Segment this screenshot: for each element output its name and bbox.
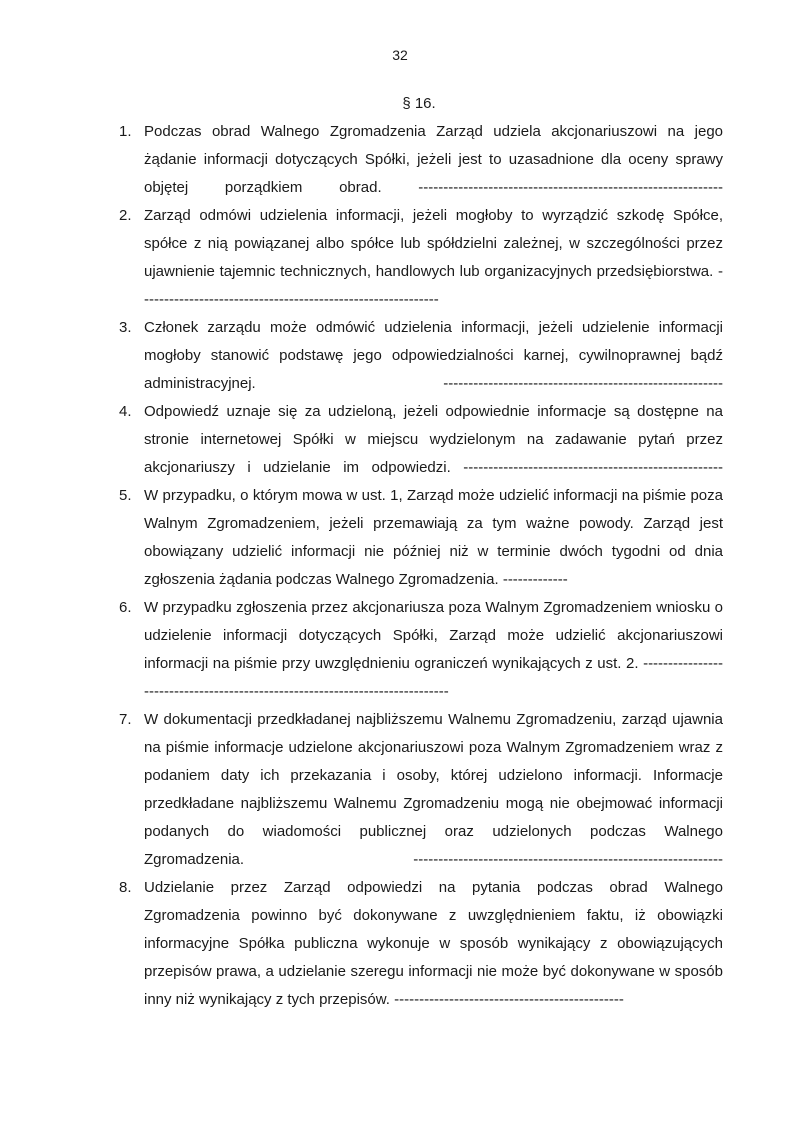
list-item-4: [115, 398, 723, 482]
item-number: 3.: [119, 319, 132, 336]
item-number: 1.: [119, 123, 132, 140]
item-number: 4.: [119, 403, 132, 420]
list-item-2: [115, 202, 723, 314]
page-number: 32: [392, 47, 408, 63]
list-item-1: [115, 118, 723, 202]
item-number: 8.: [119, 879, 132, 896]
item-number: 5.: [119, 487, 132, 504]
item-text: W dokumentacji przedkładanej najbliższemu Walnemu Zgromadzeniu, zarząd ujawnia na piśmie informacje udzielone akcjonariuszowi poza Walnym Zgromadzeniem wraz z podaniem daty ich przekazania i osoby, której udzielono informacji. Informacje przedkładane najbliższemu Walnemu Zgromadzeniu mogą nie obejmować informacji podanych do wiadomości publicznej oraz udzielonych podczas Walnego Zgromadzenia. --------------------------------------------------------------: [144, 711, 723, 868]
item-text: Zarząd odmówi udzielenia informacji, jeżeli mogłoby to wyrządzić szkodę Spółce, spółce z nią powiązanej albo spółce lub spółdzielni zależnej, w szczególności przez ujawnienie tajemnic technicznych, handlowych lub organizacyjnych przedsiębiorstwa. ------------------------------------------------------------: [144, 207, 723, 308]
item-number: 6.: [119, 599, 132, 616]
item-text: Udzielanie przez Zarząd odpowiedzi na pytania podczas obrad Walnego Zgromadzenia powinno być dokonywane z uwzględnieniem faktu, iż obowiązki informacyjne Spółka publiczna wykonuje w sposób wynikający z obowiązujących przepisów prawa, a udzielanie szeregu informacji nie może być dokonywane w sposób inny niż wynikający z tych przepisów. ----------------------------------------------: [144, 879, 723, 1008]
item-text: Odpowiedź uznaje się za udzieloną, jeżeli odpowiednie informacje są dostępne na stronie internetowej Spółki w miejscu wydzielonym na zadawanie pytań przez akcjonariuszy i udzielanie im odpowiedzi. ----------------------------------------------------: [144, 403, 723, 476]
list-item-5: [115, 482, 723, 594]
item-text: Podczas obrad Walnego Zgromadzenia Zarząd udziela akcjonariuszowi na jego żądanie informacji dotyczących Spółki, jeżeli jest to uzasadnione dla oceny sprawy objętej porządkiem obrad. -------------------------------------------------------------: [144, 123, 723, 196]
list-item-7: [115, 706, 723, 874]
item-number: 2.: [119, 207, 132, 224]
item-text: W przypadku, o którym mowa w ust. 1, Zarząd może udzielić informacji na piśmie poza Walnym Zgromadzeniem, jeżeli przemawiają za tym ważne powody. Zarząd jest obowiązany udzielić informacji nie później niż w terminie dwóch tygodni od dnia zgłoszenia żądania podczas Walnego Zgromadzenia. -------------: [144, 487, 723, 588]
item-number: 7.: [119, 711, 132, 728]
item-text: Członek zarządu może odmówić udzielenia informacji, jeżeli udzielenie informacji mogłoby stanowić podstawę jego odpowiedzialności karnej, cywilnoprawnej bądź administracyjnej. --------------------------------------------------------: [144, 319, 723, 392]
paragraph-list: [115, 118, 723, 1014]
section-title: § 16.: [402, 95, 436, 112]
list-item-8: [115, 874, 723, 1014]
item-text: W przypadku zgłoszenia przez akcjonariusza poza Walnym Zgromadzeniem wniosku o udzielenie informacji dotyczących Spółki, Zarząd może udzielić akcjonariuszowi informacji na piśmie przy uwzględnieniu ograniczeń wynikających z ust. 2. -----------------------------------------------------------------------------: [144, 599, 723, 700]
list-item-3: [115, 314, 723, 398]
list-item-6: [115, 594, 723, 706]
